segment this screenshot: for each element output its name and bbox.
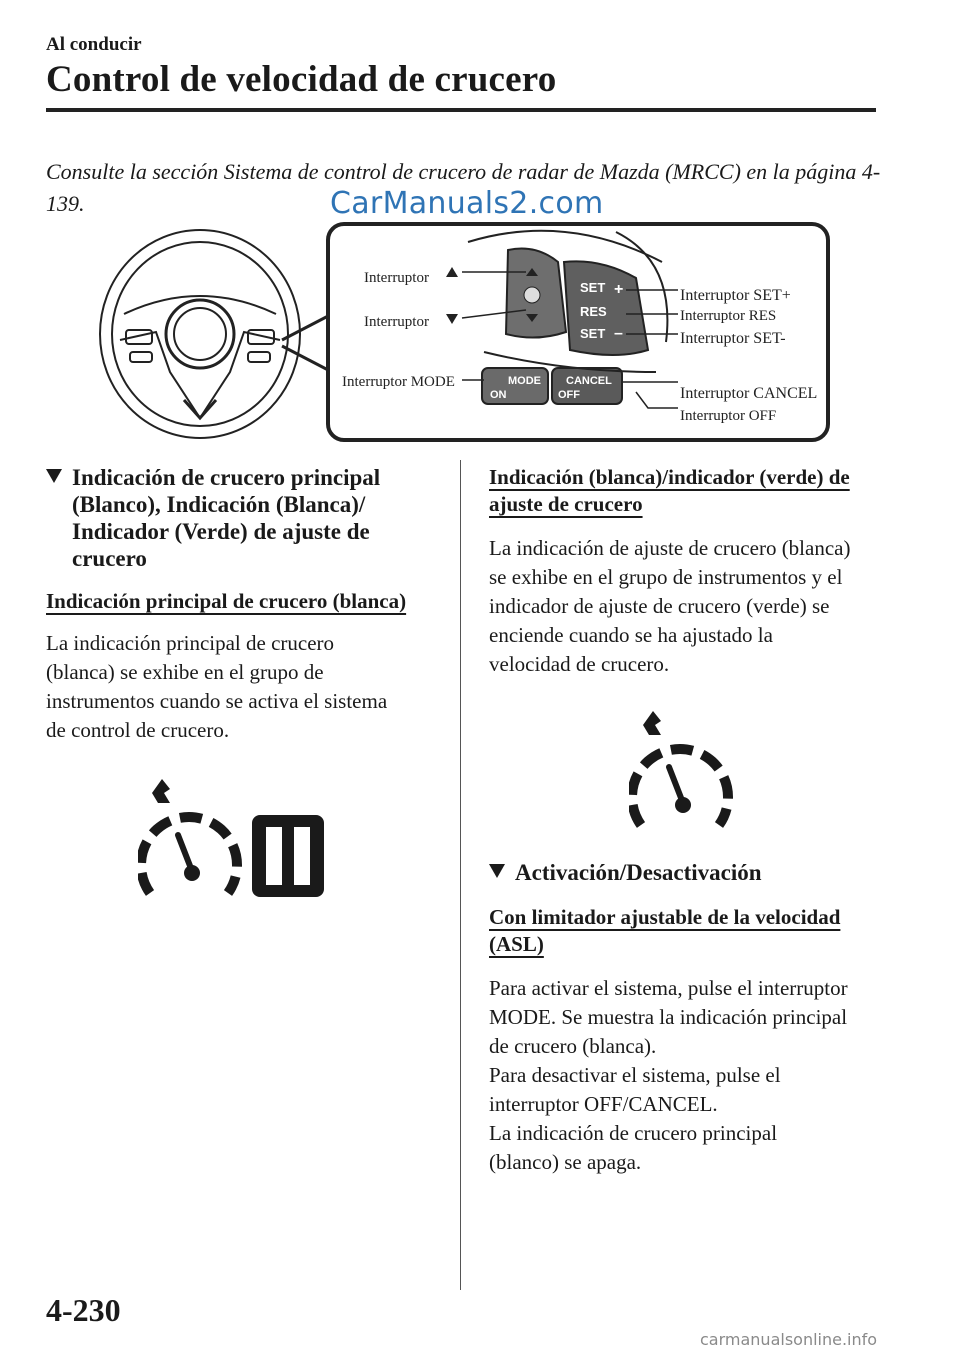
intro-text: Consulte la sección Sistema de control de crucero de radar de Mazda (MRCC) en la página 4-139. — [46, 159, 881, 216]
body-line: Para activar el sistema, pulse el interruptor — [489, 976, 848, 1000]
heading-line: Indicación de crucero principal — [72, 465, 381, 490]
btn-off-text: OFF — [558, 389, 580, 401]
label-res: Interruptor RES — [680, 308, 777, 324]
sub-heading-main-indication: Indicación principal de crucero (blanca) — [46, 589, 407, 613]
body-line: La indicación de ajuste de crucero (blanca) — [489, 536, 851, 560]
btn-set-minus-text: SET — [580, 326, 606, 341]
heading-line: Indicador (Verde) de ajuste de — [72, 519, 370, 544]
body-line: (blanco) se apaga. — [489, 1150, 642, 1174]
body-line: de crucero (blanca). — [489, 1034, 657, 1058]
left-column — [46, 464, 438, 915]
heading-line: crucero — [72, 546, 147, 571]
cruise-set-indication-icon — [629, 707, 739, 837]
site-watermark: carmanualsonline.info — [700, 1330, 878, 1349]
sub-heading-line: (ASL) — [489, 932, 544, 956]
label-cancel: Interruptor CANCEL — [680, 385, 818, 402]
body-line: velocidad de crucero. — [489, 652, 670, 676]
label-switch-down: Interruptor — [364, 314, 429, 330]
page-number: 4-230 — [46, 1292, 121, 1328]
page-title: Control de velocidad de crucero — [46, 59, 557, 100]
section-heading — [46, 464, 438, 572]
sub-heading-line: Con limitador ajustable de la velocidad — [489, 905, 841, 929]
body-line: interruptor OFF/CANCEL. — [489, 1092, 718, 1116]
btn-set-plus-text: SET — [580, 280, 606, 295]
sub-heading-asl — [489, 904, 881, 958]
heading-line: (Blanco), Indicación (Blanca)/ — [72, 492, 366, 517]
body-line: MODE. Se muestra la indicación principal — [489, 1005, 848, 1029]
btn-minus-text: – — [614, 325, 623, 342]
heading-triangle-icon — [489, 864, 505, 878]
body-paragraph — [489, 974, 881, 1177]
steering-wheel-figure — [96, 222, 832, 444]
btn-cancel-text: CANCEL — [566, 375, 612, 387]
label-switch-up: Interruptor — [364, 270, 429, 286]
cruise-symbol-icon — [524, 287, 540, 303]
btn-mode-text: MODE — [508, 375, 541, 387]
right-column — [489, 464, 881, 1177]
sub-heading-line: Indicación (blanca)/indicador (verde) de — [489, 465, 850, 489]
btn-plus-text: + — [614, 281, 624, 298]
heading-text: Activación/Desactivación — [515, 860, 762, 885]
label-off: Interruptor OFF — [680, 408, 777, 424]
sub-heading-set-indication — [489, 464, 881, 518]
btn-on-text: ON — [490, 389, 507, 401]
body-paragraph — [489, 534, 881, 679]
btn-res-text: RES — [580, 304, 607, 319]
body-line: se exhibe en el grupo de instrumentos y el — [489, 565, 843, 589]
section-heading-activation — [489, 859, 881, 886]
label-set-minus: Interruptor SET- — [680, 330, 786, 347]
title-rule — [46, 108, 876, 112]
body-paragraph — [46, 629, 438, 745]
watermark: CarManuals2.com — [330, 186, 604, 221]
column-divider — [460, 460, 461, 1290]
body-line: Para desactivar el sistema, pulse el — [489, 1063, 781, 1087]
steering-wheel-illustration — [100, 230, 300, 438]
body-line: (blanca) se exhibe en el grupo de — [46, 660, 324, 684]
cruise-main-indication-icon — [138, 775, 338, 915]
body-line: La indicación de crucero principal — [489, 1121, 778, 1145]
body-line: indicador de ajuste de crucero (verde) se — [489, 594, 830, 618]
sub-heading-line: ajuste de crucero — [489, 492, 643, 516]
heading-triangle-icon — [46, 469, 62, 483]
body-line: La indicación principal de crucero — [46, 631, 335, 655]
label-set-plus: Interruptor SET+ — [680, 287, 791, 304]
body-line: enciende cuando se ha ajustado la — [489, 623, 773, 647]
section-label: Al conducir — [46, 34, 142, 55]
body-line: de control de crucero. — [46, 718, 230, 742]
body-line: instrumentos cuando se activa el sistema — [46, 689, 388, 713]
label-mode: Interruptor MODE — [342, 374, 455, 390]
